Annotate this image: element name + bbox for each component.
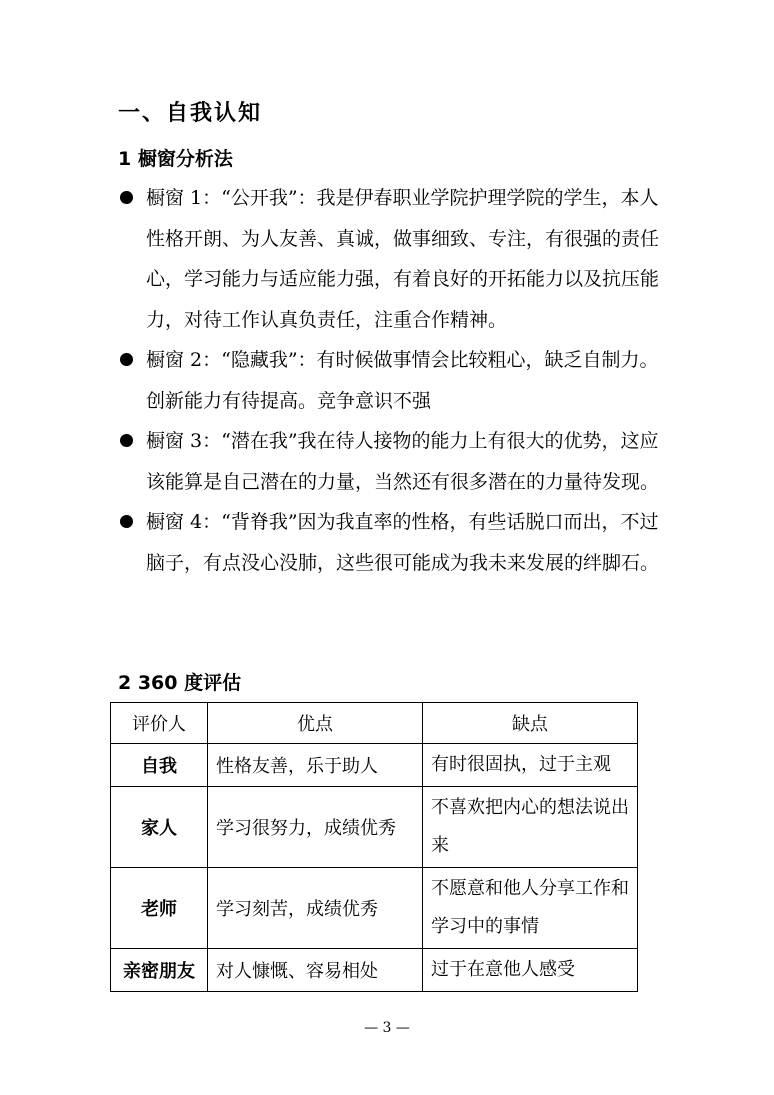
section-title-360-evaluation: 2 360 度评估 [118, 672, 242, 694]
strength-cell: 学习刻苦，成绩优秀 [208, 868, 423, 949]
header-strengths: 优点 [208, 703, 423, 744]
bullet-dot-icon [120, 515, 133, 528]
weakness-cell: 不喜欢把内心的想法说出来 [423, 787, 638, 868]
bullet-dot-icon [120, 353, 133, 366]
evaluation-table [110, 702, 638, 992]
list-item [118, 421, 663, 502]
table-header-row [111, 703, 638, 744]
page-number: — 3 — [364, 1020, 410, 1036]
table-row [111, 744, 638, 787]
list-item [118, 178, 663, 340]
header-evaluator: 评价人 [111, 703, 208, 744]
weakness-cell: 不愿意和他人分享工作和学习中的事情 [423, 868, 638, 949]
window-analysis-list [118, 178, 663, 583]
list-item-text: 橱窗 2：“隐藏我”：有时候做事情会比较粗心，缺乏自制力。创新能力有待提高。竞争意识不强 [146, 349, 659, 412]
table-row [111, 868, 638, 949]
table-row [111, 949, 638, 992]
weakness-cell: 过于在意他人感受 [423, 949, 638, 992]
weakness-cell: 有时很固执，过于主观 [423, 744, 638, 787]
heading-self-cognition: 一、自我认知 [118, 101, 263, 126]
list-item [118, 340, 663, 421]
bullet-dot-icon [120, 434, 133, 447]
evaluator-cell: 亲密朋友 [111, 949, 208, 992]
strength-cell: 学习很努力，成绩优秀 [208, 787, 423, 868]
evaluator-cell: 自我 [111, 744, 208, 787]
list-item-text: 橱窗 4：“背脊我”因为我直率的性格，有些话脱口而出，不过脑子，有点没心没肺，这些很可能成为我未来发展的绊脚石。 [146, 511, 660, 574]
list-item-text: 橱窗 1：“公开我”：我是伊春职业学院护理学院的学生，本人性格开朗、为人友善、真诚，做事细致、专注，有很强的责任心，学习能力与适应能力强，有着良好的开拓能力以及抗压能力，对待工作认真负责任，注重合作精神。 [146, 187, 660, 331]
bullet-dot-icon [120, 191, 133, 204]
section-title-window-analysis: 1 橱窗分析法 [118, 148, 233, 170]
table-row [111, 787, 638, 868]
header-weaknesses: 缺点 [423, 703, 638, 744]
evaluator-cell: 老师 [111, 868, 208, 949]
evaluator-cell: 家人 [111, 787, 208, 868]
list-item [118, 502, 663, 583]
strength-cell: 性格友善，乐于助人 [208, 744, 423, 787]
strength-cell: 对人慷慨、容易相处 [208, 949, 423, 992]
list-item-text: 橱窗 3：“潜在我”我在待人接物的能力上有很大的优势，这应该能算是自己潜在的力量，当然还有很多潜在的力量待发现。 [146, 430, 660, 493]
